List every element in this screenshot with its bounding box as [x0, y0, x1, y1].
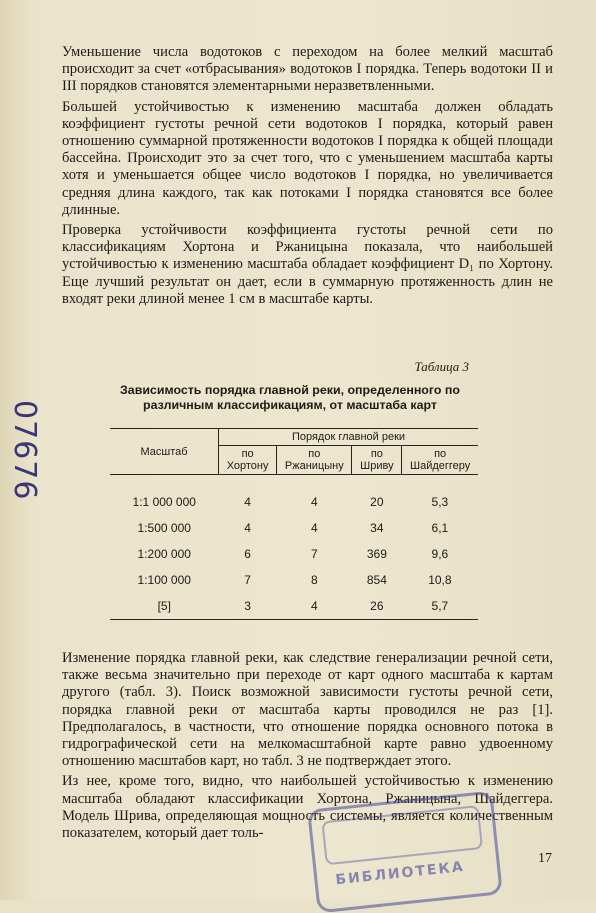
table-row — [110, 567, 478, 593]
cell-value: 9,6 — [431, 547, 449, 561]
cell-value: 854 — [366, 573, 387, 587]
col-header-horton: по Хортону — [219, 446, 277, 475]
cell-value: 6,1 — [431, 521, 449, 535]
cell-value: 5,7 — [402, 593, 478, 620]
paragraph-4: Изменение порядка главной реки, как следствие генерализации речной сети, также весьма значительно при переходе от карт одного масштаба к картам другого (табл. 3). Поиск возможной зависимости густоты речной сети, порядка главной реки от масштаба карты проводился не раз [1]. Предполагалось, в частности, что отношение порядка основного потока в гидрографической сети на мелкомасштабной карте равно удвоенному отношению масштабов карт, но табл. 3 не подтверждает этого. — [62, 650, 553, 770]
cell-value: 4 — [277, 593, 352, 620]
paragraph-2: Большей устойчивостью к изменению масштаба должен обладать коэффициент густоты речной сети водотоков I порядка, который равен отношению суммарной протяженности водотоков I порядка к общей площади бассейна. Происходит это за счет того, что с уменьшением масштаба карты хотя и уменьшается общее число водотоков I порядка, но увеличивается средняя длина каждого, так как потоками I порядка становятся все более длинные. — [62, 98, 553, 218]
paragraph-1: Уменьшение числа водотоков с переходом на более мелкий масштаб происходит за счет «отбрасывания» водотоков I порядка. Теперь водотоки II и III порядков становятся элементарными неразветвленными. — [62, 44, 553, 95]
cell-value: 4 — [244, 495, 251, 509]
body-text-top — [62, 44, 553, 311]
col-header-scale: Масштаб — [110, 429, 219, 475]
cell-value: 4 — [244, 521, 251, 535]
cell-value: 26 — [352, 593, 402, 620]
cell-value: 369 — [366, 547, 387, 561]
stamp-inner-frame — [321, 805, 483, 865]
cell-scale: 1:1 000 000 — [132, 495, 196, 509]
paragraph-5: Из нее, кроме того, видно, что наибольшей устойчивостью к изменению масштаба обладают классификации Хортона, Ржаницына, Шайдеггера. Модель Шрива, определяющая мощность системы, является количественным показателем, который дает толь- — [62, 773, 553, 842]
handwritten-inventory-number: 07676 — [7, 400, 42, 501]
table-row — [110, 515, 478, 541]
col-header-rzhanitsyn: по Ржаницыну — [277, 446, 352, 475]
cell-value: 4 — [310, 495, 318, 509]
cell-value: 7 — [310, 547, 318, 561]
cell-value: 6 — [244, 547, 251, 561]
col-header-group: Порядок главной реки — [219, 429, 479, 446]
library-stamp — [307, 791, 503, 913]
cell-value: 34 — [370, 521, 384, 535]
table-row — [110, 475, 478, 516]
table-row — [110, 541, 478, 567]
cell-scale: 1:200 000 — [137, 547, 191, 561]
cell-value: 7 — [244, 573, 251, 587]
col-header-shreve: по Шриву — [352, 446, 402, 475]
cell-value: 4 — [310, 521, 318, 535]
paragraph-3: Проверка устойчивости коэффициента густоты речной сети по классификациям Хортона и Ржаницына показала, что наибольшей устойчивостью к изменению масштаба обладает коэффициент D₁ по Хортону. Еще лучший результат он дает, если в суммарную протяженность длин не входят реки длиной менее 1 см в масштабе карты. — [62, 222, 553, 307]
cell-value: 3 — [219, 593, 277, 620]
cell-scale: [5] — [110, 593, 219, 620]
table-title: Зависимость порядка главной реки, определенного по различным классификациям, от масштаба карт — [120, 383, 460, 412]
cell-scale: 1:500 000 — [137, 521, 191, 535]
stamp-label: БИБЛИОТЕКА — [334, 858, 466, 889]
data-table — [110, 428, 478, 620]
table-row — [110, 593, 478, 620]
table-caption: Таблица 3 — [414, 359, 469, 374]
cell-value: 20 — [370, 495, 384, 509]
cell-value: 8 — [310, 573, 318, 587]
col-header-scheidegger: по Шайдеггеру — [402, 446, 478, 475]
page-number: 17 — [538, 851, 552, 866]
cell-value: 5,3 — [431, 495, 449, 509]
cell-value: 10,8 — [428, 573, 452, 587]
cell-scale: 1:100 000 — [137, 573, 191, 587]
